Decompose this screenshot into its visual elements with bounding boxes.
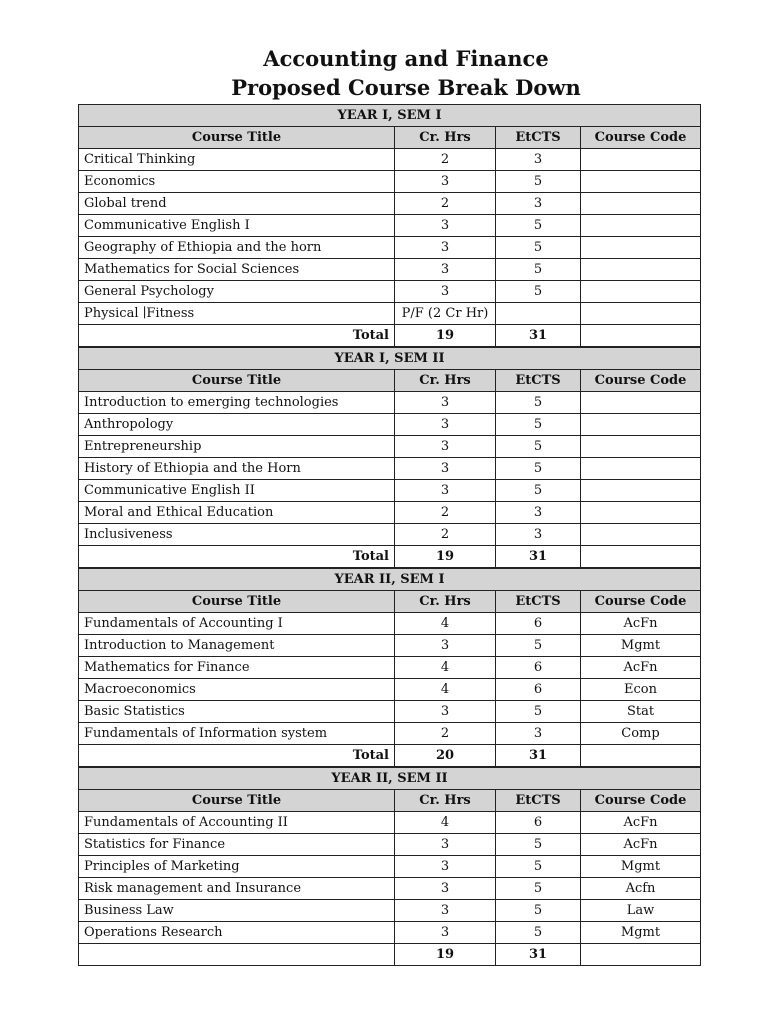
course-row xyxy=(79,149,701,171)
semester-heading: YEAR I, SEM II xyxy=(79,348,701,370)
ects-header: EtCTS xyxy=(496,591,581,613)
ects-credits: 5 xyxy=(496,922,581,944)
course-code xyxy=(581,237,701,259)
course-code: AcFn xyxy=(581,657,701,679)
course-code: Stat xyxy=(581,701,701,723)
cr-hrs-header: Cr. Hrs xyxy=(395,790,496,812)
course-row xyxy=(79,215,701,237)
course-row xyxy=(79,259,701,281)
course-row xyxy=(79,436,701,458)
ects-credits xyxy=(496,303,581,325)
course-breakdown-sheet xyxy=(78,104,702,966)
course-row xyxy=(79,524,701,546)
ects-credits: 3 xyxy=(496,149,581,171)
course-title: General Psychology xyxy=(79,281,395,303)
ects-credits: 3 xyxy=(496,524,581,546)
course-code: AcFn xyxy=(581,812,701,834)
course-title: Operations Research xyxy=(79,922,395,944)
course-code-header: Course Code xyxy=(581,591,701,613)
credit-hours: 3 xyxy=(395,900,496,922)
credit-hours: 3 xyxy=(395,237,496,259)
course-title: Mathematics for Finance xyxy=(79,657,395,679)
course-code-header: Course Code xyxy=(581,370,701,392)
course-code xyxy=(581,171,701,193)
ects-credits: 5 xyxy=(496,281,581,303)
credit-hours: 3 xyxy=(395,392,496,414)
credit-hours: 4 xyxy=(395,679,496,701)
course-title: Fundamentals of Accounting I xyxy=(79,613,395,635)
course-row xyxy=(79,657,701,679)
course-code xyxy=(581,524,701,546)
ects-credits: 5 xyxy=(496,635,581,657)
credit-hours: 3 xyxy=(395,414,496,436)
course-code-header: Course Code xyxy=(581,790,701,812)
ects-credits: 5 xyxy=(496,414,581,436)
semester-heading: YEAR I, SEM I xyxy=(79,105,701,127)
course-row xyxy=(79,723,701,745)
ects-credits: 5 xyxy=(496,171,581,193)
course-code: Econ xyxy=(581,679,701,701)
column-header-row xyxy=(79,790,701,812)
credit-hours: 4 xyxy=(395,812,496,834)
course-title-header: Course Title xyxy=(79,370,395,392)
semester-heading-row xyxy=(79,768,701,790)
course-row xyxy=(79,281,701,303)
course-code: Mgmt xyxy=(581,856,701,878)
credit-hours: 3 xyxy=(395,635,496,657)
semester-table xyxy=(78,347,701,568)
course-title: Communicative English II xyxy=(79,480,395,502)
course-code: Mgmt xyxy=(581,635,701,657)
credit-hours: 3 xyxy=(395,701,496,723)
course-title-header: Course Title xyxy=(79,790,395,812)
ects-credits: 3 xyxy=(496,193,581,215)
course-code xyxy=(581,259,701,281)
ects-credits: 6 xyxy=(496,812,581,834)
course-code xyxy=(581,480,701,502)
course-code xyxy=(581,414,701,436)
ects-header: EtCTS xyxy=(496,127,581,149)
course-title: Geography of Ethiopia and the horn xyxy=(79,237,395,259)
course-title: Business Law xyxy=(79,900,395,922)
semester-heading: YEAR II, SEM I xyxy=(79,569,701,591)
total-code-empty xyxy=(581,745,701,767)
total-credit-hours: 19 xyxy=(395,944,496,966)
credit-hours: 3 xyxy=(395,259,496,281)
ects-header: EtCTS xyxy=(496,790,581,812)
column-header-row xyxy=(79,591,701,613)
total-row xyxy=(79,325,701,347)
credit-hours: 3 xyxy=(395,834,496,856)
credit-hours: 3 xyxy=(395,856,496,878)
course-title-header: Course Title xyxy=(79,127,395,149)
course-title: Moral and Ethical Education xyxy=(79,502,395,524)
credit-hours: 3 xyxy=(395,171,496,193)
course-row xyxy=(79,922,701,944)
semester-table xyxy=(78,767,701,966)
total-ects: 31 xyxy=(496,546,581,568)
course-code xyxy=(581,392,701,414)
title-line-2: Proposed Course Break Down xyxy=(231,75,581,100)
credit-hours: 4 xyxy=(395,613,496,635)
total-credit-hours: 20 xyxy=(395,745,496,767)
course-row xyxy=(79,613,701,635)
course-code xyxy=(581,436,701,458)
ects-credits: 6 xyxy=(496,613,581,635)
course-row xyxy=(79,856,701,878)
semester-heading-row xyxy=(79,348,701,370)
course-row xyxy=(79,171,701,193)
total-label: Total xyxy=(79,325,395,347)
course-code: Law xyxy=(581,900,701,922)
course-title-header: Course Title xyxy=(79,591,395,613)
course-code xyxy=(581,281,701,303)
credit-hours: 2 xyxy=(395,193,496,215)
course-code xyxy=(581,502,701,524)
course-code: Acfn xyxy=(581,878,701,900)
credit-hours: 3 xyxy=(395,215,496,237)
title-line-1: Accounting and Finance xyxy=(263,46,549,71)
cr-hrs-header: Cr. Hrs xyxy=(395,127,496,149)
ects-credits: 5 xyxy=(496,392,581,414)
ects-credits: 5 xyxy=(496,458,581,480)
ects-credits: 5 xyxy=(496,856,581,878)
course-row xyxy=(79,458,701,480)
ects-credits: 5 xyxy=(496,237,581,259)
cr-hrs-header: Cr. Hrs xyxy=(395,591,496,613)
course-row xyxy=(79,480,701,502)
course-title: Basic Statistics xyxy=(79,701,395,723)
course-title: Critical Thinking xyxy=(79,149,395,171)
total-label: Total xyxy=(79,745,395,767)
ects-credits: 5 xyxy=(496,215,581,237)
course-title: Anthropology xyxy=(79,414,395,436)
course-code xyxy=(581,458,701,480)
course-row xyxy=(79,193,701,215)
course-code xyxy=(581,215,701,237)
ects-credits: 6 xyxy=(496,679,581,701)
ects-credits: 5 xyxy=(496,834,581,856)
ects-header: EtCTS xyxy=(496,370,581,392)
semester-table xyxy=(78,568,701,767)
document-title xyxy=(0,44,768,102)
semester-heading: YEAR II, SEM II xyxy=(79,768,701,790)
course-title: Risk management and Insurance xyxy=(79,878,395,900)
course-row xyxy=(79,834,701,856)
total-label: Total xyxy=(79,546,395,568)
course-code xyxy=(581,193,701,215)
course-code: AcFn xyxy=(581,613,701,635)
course-title: Macroeconomics xyxy=(79,679,395,701)
total-row xyxy=(79,546,701,568)
course-row xyxy=(79,414,701,436)
course-title: Mathematics for Social Sciences xyxy=(79,259,395,281)
course-row xyxy=(79,679,701,701)
course-row xyxy=(79,812,701,834)
course-code-header: Course Code xyxy=(581,127,701,149)
ects-credits: 3 xyxy=(496,502,581,524)
course-title: Physical ∣Fitness xyxy=(79,303,395,325)
total-row xyxy=(79,745,701,767)
semester-table xyxy=(78,104,701,347)
credit-hours: 4 xyxy=(395,657,496,679)
ects-credits: 5 xyxy=(496,480,581,502)
total-ects: 31 xyxy=(496,944,581,966)
course-title: Introduction to emerging technologies xyxy=(79,392,395,414)
course-title: History of Ethiopia and the Horn xyxy=(79,458,395,480)
course-row xyxy=(79,237,701,259)
credit-hours: 2 xyxy=(395,524,496,546)
course-row xyxy=(79,878,701,900)
credit-hours: 3 xyxy=(395,878,496,900)
ects-credits: 3 xyxy=(496,723,581,745)
credit-hours: P/F (2 Cr Hr) xyxy=(395,303,496,325)
total-credit-hours: 19 xyxy=(395,546,496,568)
course-row xyxy=(79,900,701,922)
course-row xyxy=(79,392,701,414)
course-title: Principles of Marketing xyxy=(79,856,395,878)
credit-hours: 3 xyxy=(395,922,496,944)
course-title: Statistics for Finance xyxy=(79,834,395,856)
cr-hrs-header: Cr. Hrs xyxy=(395,370,496,392)
course-row xyxy=(79,701,701,723)
credit-hours: 2 xyxy=(395,723,496,745)
course-code: Mgmt xyxy=(581,922,701,944)
credit-hours: 3 xyxy=(395,480,496,502)
course-code: AcFn xyxy=(581,834,701,856)
course-code: Comp xyxy=(581,723,701,745)
total-ects: 31 xyxy=(496,745,581,767)
total-code-empty xyxy=(581,546,701,568)
course-code xyxy=(581,303,701,325)
ects-credits: 5 xyxy=(496,878,581,900)
total-row xyxy=(79,944,701,966)
course-row xyxy=(79,635,701,657)
total-ects: 31 xyxy=(496,325,581,347)
course-title: Communicative English I xyxy=(79,215,395,237)
course-title: Global trend xyxy=(79,193,395,215)
total-label xyxy=(79,944,395,966)
total-code-empty xyxy=(581,325,701,347)
course-title: Economics xyxy=(79,171,395,193)
total-credit-hours: 19 xyxy=(395,325,496,347)
ects-credits: 5 xyxy=(496,436,581,458)
ects-credits: 5 xyxy=(496,259,581,281)
course-row xyxy=(79,502,701,524)
course-title: Entrepreneurship xyxy=(79,436,395,458)
credit-hours: 3 xyxy=(395,458,496,480)
course-title: Fundamentals of Information system xyxy=(79,723,395,745)
semester-heading-row xyxy=(79,569,701,591)
course-row xyxy=(79,303,701,325)
course-title: Fundamentals of Accounting II xyxy=(79,812,395,834)
ects-credits: 5 xyxy=(496,701,581,723)
course-title: Introduction to Management xyxy=(79,635,395,657)
credit-hours: 3 xyxy=(395,436,496,458)
course-code xyxy=(581,149,701,171)
column-header-row xyxy=(79,127,701,149)
total-code-empty xyxy=(581,944,701,966)
credit-hours: 3 xyxy=(395,281,496,303)
semester-heading-row xyxy=(79,105,701,127)
ects-credits: 5 xyxy=(496,900,581,922)
ects-credits: 6 xyxy=(496,657,581,679)
course-title: Inclusiveness xyxy=(79,524,395,546)
credit-hours: 2 xyxy=(395,149,496,171)
column-header-row xyxy=(79,370,701,392)
credit-hours: 2 xyxy=(395,502,496,524)
